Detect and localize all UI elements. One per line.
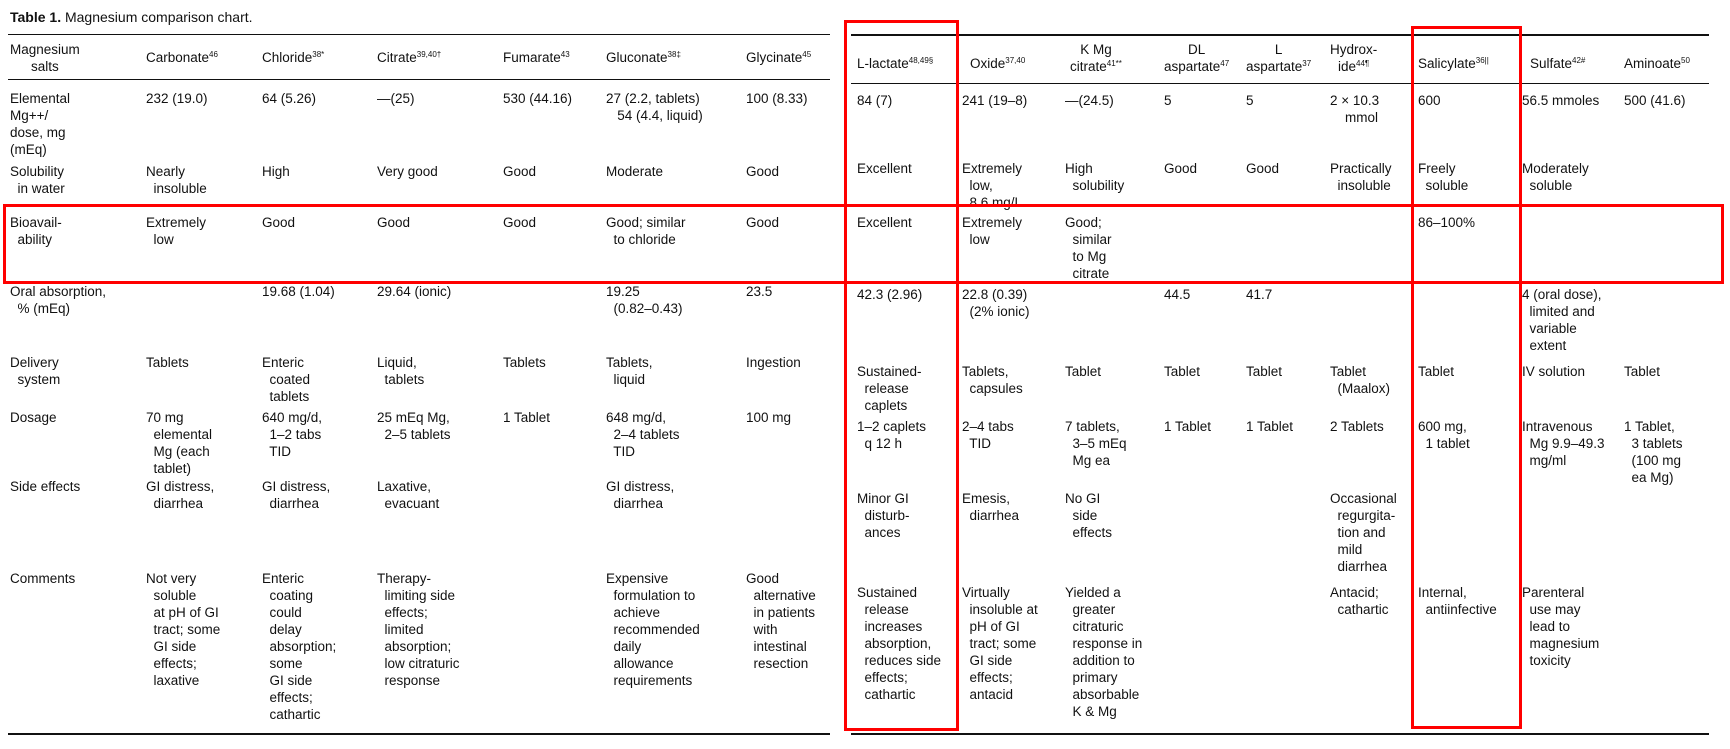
table-cell: Extremely low	[146, 215, 207, 247]
column-header-laspartate: L aspartate$^{37}$	[1246, 42, 1312, 74]
row-label: Elemental Mg++/ dose, mg (mEq)	[10, 91, 71, 157]
table-cell: 2 Tablets	[1330, 419, 1384, 434]
highlight-box-salicylate-column	[1411, 26, 1522, 729]
table-cell: 241 (19–8)	[962, 93, 1028, 108]
column-header-reference: 50	[1681, 56, 1690, 65]
column-header-reference: 41**	[1106, 59, 1122, 68]
table-cell: Good; similar to chloride	[606, 215, 686, 247]
table-cell: 42.3 (2.96)	[857, 287, 923, 302]
column-header-oxide: Oxide$^{37,40}$	[970, 56, 1026, 71]
column-header-salicylate: Salicylate$^{36||}$	[1418, 56, 1489, 71]
table-cell: 25 mEq Mg, 2–5 tablets	[377, 410, 451, 442]
table-cell: Enteric coating could delay absorption; some GI side effects; cathartic	[262, 571, 337, 722]
table-cell: Good	[503, 164, 537, 179]
row-label: Delivery system	[10, 355, 61, 387]
column-header-hydroxide: Hydrox- ide$^{44\P}$	[1330, 42, 1378, 74]
table-cell: —(25)	[377, 91, 415, 106]
table-cell: Good; similar to Mg citrate	[1065, 215, 1112, 281]
table-cell: 1 Tablet	[1246, 419, 1294, 434]
table-cell: Excellent	[857, 215, 912, 230]
table-cell: Tablets	[503, 355, 546, 370]
table-cell: 648 mg/d, 2–4 tablets TID	[606, 410, 680, 459]
table-cell: Nearly insoluble	[146, 164, 207, 196]
table-cell: 19.68 (1.04)	[262, 284, 335, 299]
column-header-reference: 45	[802, 50, 812, 59]
column-header-reference: 37,40	[1005, 56, 1026, 65]
column-header-reference: 46	[209, 50, 218, 59]
column-header-chloride: Chloride$^{38*}$	[262, 50, 325, 65]
table-cell: Yielded a greater citraturic response in addition to primary absorbable K & Mg	[1065, 585, 1143, 719]
table-cell: Excellent	[857, 161, 912, 176]
highlight-box-llactate-column	[844, 20, 959, 731]
table-cell: Virtually insoluble at pH of GI tract; some GI side effects; antacid	[962, 585, 1038, 702]
table-cell: Freely soluble	[1418, 161, 1469, 193]
table-cell: Therapy- limiting side effects; limited absorption; low citraturic response	[377, 571, 460, 688]
table-cell: Tablets, capsules	[962, 364, 1023, 396]
table-cell: 22.8 (0.39) (2% ionic)	[962, 287, 1030, 319]
top-rule-left	[8, 34, 830, 35]
table-cell: Extremely low, 8.6 mg/L	[962, 161, 1023, 210]
bottom-rule-right	[851, 733, 1709, 735]
table-cell: 2 × 10.3 mmol	[1330, 93, 1380, 125]
table-cell: Good	[746, 164, 780, 179]
column-header-salt: Magnesium salts	[10, 42, 80, 74]
table-cell: 5	[1164, 93, 1172, 108]
table-cell: Practically insoluble	[1330, 161, 1392, 193]
table-cell: —(24.5)	[1065, 93, 1114, 108]
bottom-rule-left	[8, 733, 830, 735]
column-header-sulfate: Sulfate$^{42\#}$	[1530, 56, 1586, 71]
row-label: Dosage	[10, 410, 57, 425]
table-cell: IV solution	[1522, 364, 1586, 379]
column-header-gluconate: Gluconate$^{38\ddagger}$	[606, 50, 681, 65]
table-cell: 70 mg elemental Mg (each tablet)	[146, 410, 213, 476]
column-header-reference: 42#	[1572, 56, 1586, 65]
column-header-reference: 39,40†	[416, 50, 442, 59]
table-cell: Sustained release increases absorption, reduces side effects; cathartic	[857, 585, 942, 702]
table-caption-label: Table 1.	[10, 9, 62, 25]
table-cell: 64 (5.26)	[262, 91, 317, 106]
table-cell: 600	[1418, 93, 1441, 108]
table-cell: Good	[377, 215, 411, 230]
table-cell: Intravenous Mg 9.9–49.3 mg/ml	[1522, 419, 1605, 468]
table-cell: 1–2 caplets q 12 h	[857, 419, 927, 451]
table-cell: 2–4 tabs TID	[962, 419, 1014, 451]
table-cell: 86–100%	[1418, 215, 1476, 230]
table-cell: Good	[503, 215, 537, 230]
table-cell: Tablets, liquid	[606, 355, 653, 387]
table-cell: Good	[1164, 161, 1198, 176]
header-rule-left	[8, 79, 830, 80]
table-cell: 1 Tablet, 3 tablets (100 mg ea Mg)	[1624, 419, 1683, 485]
table-cell: Good	[746, 215, 780, 230]
table-cell: Very good	[377, 164, 438, 179]
table-caption-title: Magnesium comparison chart.	[64, 9, 253, 25]
table-caption	[10, 9, 253, 25]
table-cell: 27 (2.2, tablets) 54 (4.4, liquid)	[606, 91, 703, 123]
table-cell: Internal, antiinfective	[1418, 585, 1497, 617]
column-header-llactate: L-lactate$^{48,49\S}$	[857, 56, 934, 71]
table-cell: 600 mg, 1 tablet	[1418, 419, 1470, 451]
column-header-reference: 43	[560, 50, 570, 59]
table-cell: 4 (oral dose), limited and variable extent	[1522, 287, 1602, 353]
column-header-aminoate: Aminoate$^{50}$	[1624, 56, 1690, 71]
table-cell: GI distress, diarrhea	[606, 479, 675, 511]
column-header-dlaspartate: DL aspartate$^{47}$	[1164, 42, 1230, 74]
row-label: Side effects	[10, 479, 81, 494]
table-cell: Antacid; cathartic	[1330, 585, 1389, 617]
table-cell: Minor GI disturb- ances	[857, 491, 910, 540]
header-rule-right	[851, 83, 1709, 84]
column-header-reference: 38‡	[667, 50, 681, 59]
table-cell: 232 (19.0)	[146, 91, 208, 106]
table-cell: Sustained- release caplets	[857, 364, 922, 413]
table-cell: Tablets	[146, 355, 189, 370]
table-cell: Tablet	[1246, 364, 1283, 379]
table-cell: 44.5	[1164, 287, 1191, 302]
table-cell: Good	[262, 215, 296, 230]
table-cell: High	[262, 164, 290, 179]
table-cell: 84 (7)	[857, 93, 893, 108]
column-header-reference: 44¶	[1356, 59, 1370, 68]
table-cell: Good alternative in patients with intestinal resection	[746, 571, 816, 671]
table-cell: Tablet (Maalox)	[1330, 364, 1391, 396]
table-cell: Tablet	[1624, 364, 1661, 379]
table-cell: Ingestion	[746, 355, 801, 370]
column-header-reference: 48,49§	[908, 56, 934, 65]
table-cell: Emesis, diarrhea	[962, 491, 1020, 523]
table-cell: Moderately soluble	[1522, 161, 1589, 193]
column-header-carbonate: Carbonate$^{46}$	[146, 50, 218, 65]
table-cell: 640 mg/d, 1–2 tabs TID	[262, 410, 323, 459]
table-cell: Expensive formulation to achieve recommended daily allowance requirements	[606, 571, 700, 688]
table-cell: Extremely low	[962, 215, 1023, 247]
table-cell: 530 (44.16)	[503, 91, 573, 106]
table-cell: GI distress, diarrhea	[262, 479, 331, 511]
column-header-reference: 38*	[312, 50, 325, 59]
table-cell: Good	[1246, 161, 1280, 176]
table-cell: 100 (8.33)	[746, 91, 808, 106]
table-cell: 1 Tablet	[1164, 419, 1212, 434]
table-cell: Tablet	[1164, 364, 1201, 379]
table-cell: 7 tablets, 3–5 mEq Mg ea	[1065, 419, 1127, 468]
column-header-reference: 47	[1220, 59, 1230, 68]
table-cell: Liquid, tablets	[377, 355, 425, 387]
table-cell: 19.25 (0.82–0.43)	[606, 284, 683, 316]
table-cell: GI distress, diarrhea	[146, 479, 215, 511]
column-header-reference: 37	[1302, 59, 1312, 68]
highlight-box-bioavailability-row	[3, 204, 1724, 284]
table-cell: Enteric coated tablets	[262, 355, 311, 404]
table-cell: 56.5 mmoles	[1522, 93, 1600, 108]
table-cell: Parenteral use may lead to magnesium toxicity	[1522, 585, 1600, 668]
table-cell: 1 Tablet	[503, 410, 551, 425]
top-rule-right	[851, 34, 1709, 36]
column-header-citrate: Citrate$^{39,40\dagger}$	[377, 50, 442, 65]
table-cell: Not very soluble at pH of GI tract; some GI side effects; laxative	[146, 571, 221, 688]
table-cell: Tablet	[1418, 364, 1455, 379]
column-header-kmgcitrate: K Mg citrate$^{41**}$	[1070, 42, 1122, 74]
table-cell: 41.7	[1246, 287, 1273, 302]
row-label: Oral absorption, % (mEq)	[10, 284, 107, 316]
table-cell: Tablet	[1065, 364, 1102, 379]
row-label: Solubility in water	[10, 164, 65, 196]
table-cell: 29.64 (ionic)	[377, 284, 452, 299]
row-label: Bioavail- ability	[10, 215, 62, 247]
table-cell: High solubility	[1065, 161, 1125, 193]
column-header-glycinate: Glycinate$^{45}$	[746, 50, 812, 65]
table-cell: Occasional regurgita- tion and mild diarrhea	[1330, 491, 1397, 574]
table-cell: Laxative, evacuant	[377, 479, 440, 511]
table-cell: Moderate	[606, 164, 664, 179]
table-cell: 100 mg	[746, 410, 792, 425]
table-cell: 5	[1246, 93, 1254, 108]
table-cell: No GI side effects	[1065, 491, 1113, 540]
column-header-reference: 36||	[1475, 56, 1489, 65]
row-label: Comments	[10, 571, 76, 586]
column-header-fumarate: Fumarate$^{43}$	[503, 50, 570, 65]
table-cell: 23.5	[746, 284, 773, 299]
table-cell: 500 (41.6)	[1624, 93, 1686, 108]
